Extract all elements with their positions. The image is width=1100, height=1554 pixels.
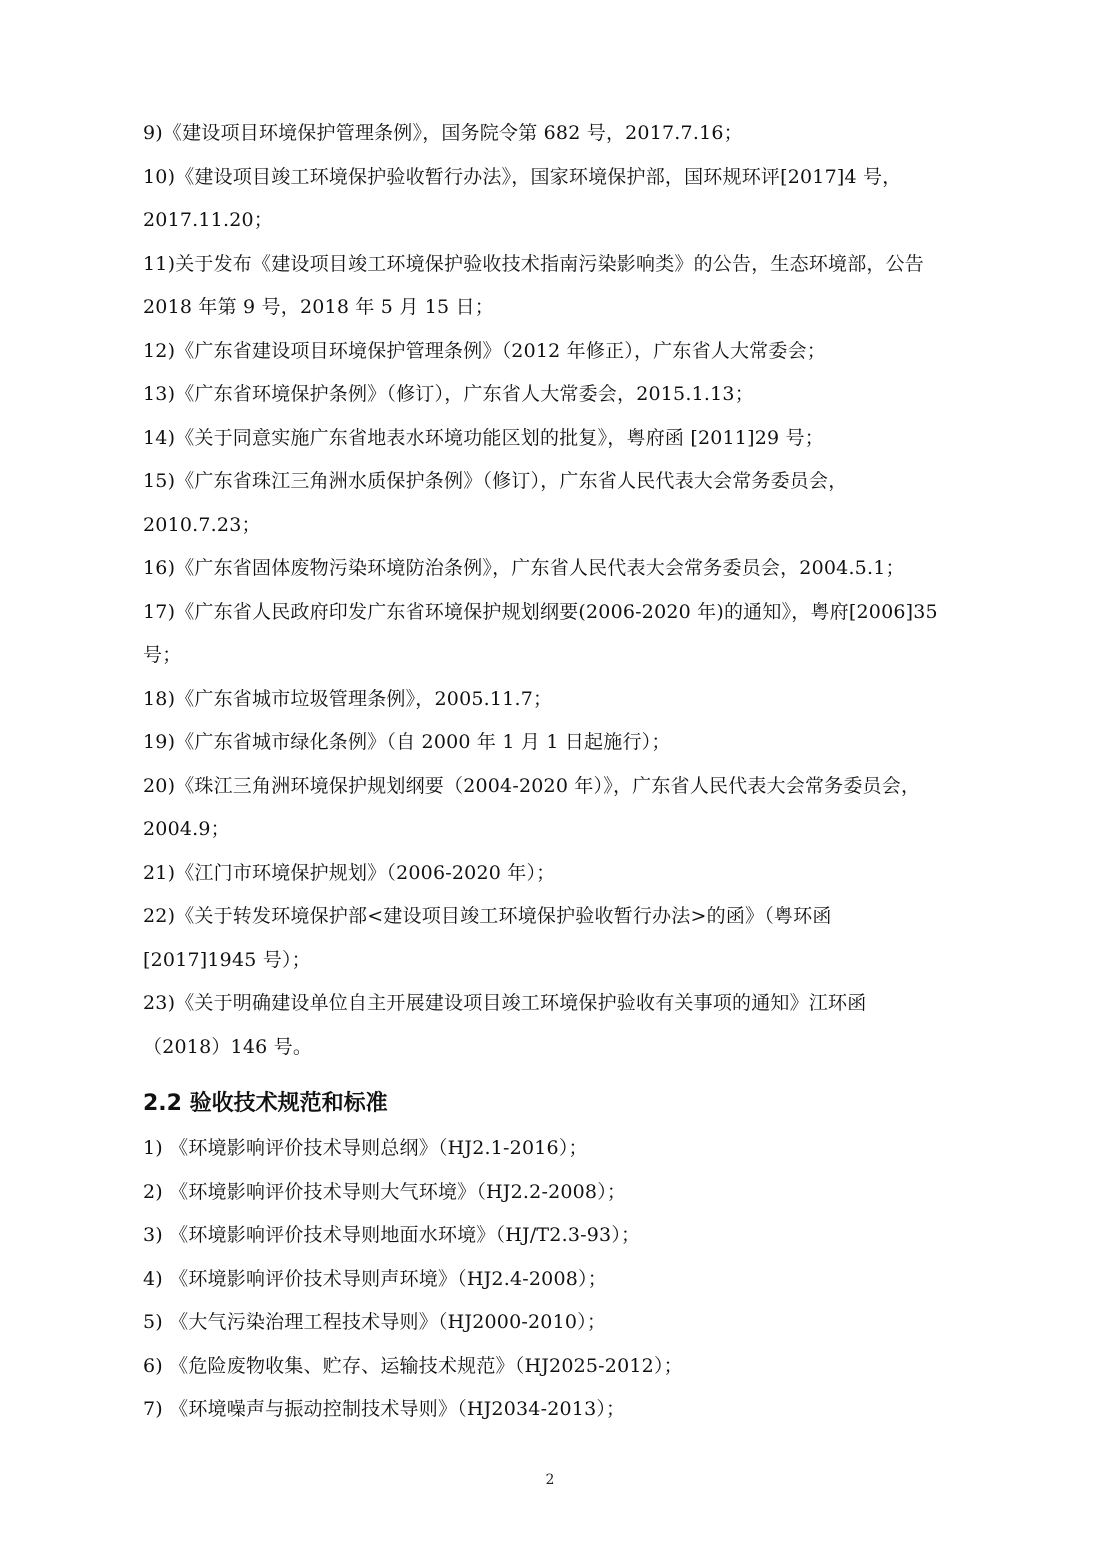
standard-item-4: 4) 《环境影响评价技术导则声环境》（HJ2.4-2008）；	[143, 1267, 607, 1290]
standard-item-7: 7) 《环境噪声与振动控制技术导则》（HJ2034-2013）；	[143, 1398, 626, 1420]
regulation-item-13: 13)《广东省环境保护条例》（修订），广东省人大常委会，2015.1.13；	[143, 383, 754, 405]
regulation-item-20: 20)《珠江三角洲环境保护规划纲要（2004-2020 年）》，广东省人民代表大会常务委员会，2004.9；	[143, 774, 921, 840]
document-page	[143, 112, 943, 1432]
standard-item-5: 5) 《大气污染治理工程技术导则》（HJ2000-2010）；	[143, 1311, 607, 1333]
section-heading: 2.2 验收技术规范和标准	[143, 1091, 388, 1116]
regulation-item-19: 19)《广东省城市绿化条例》（自 2000 年 1 月 1 日起施行）；	[143, 731, 671, 753]
regulation-item-23: 23)《关于明确建设单位自主开展建设项目竣工环境保护验收有关事项的通知》江环函（2018）146 号。	[143, 992, 867, 1058]
standard-item-6: 6) 《危险废物收集、贮存、运输技术规范》（HJ2025-2012）；	[143, 1354, 683, 1377]
regulation-item-9: 9)《建设项目环境保护管理条例》，国务院令第 682 号，2017.7.16；	[143, 122, 743, 144]
regulation-item-14: 14)《关于同意实施广东省地表水环境功能区划的批复》，粤府函 [2011]29 号；	[143, 426, 824, 449]
regulation-item-11: 11)关于发布《建设项目竣工环境保护验收技术指南污染影响类》的公告，生态环境部，公告 2018 年第 9 号，2018 年 5 月 15 日；	[143, 252, 924, 318]
standard-item-2: 2) 《环境影响评价技术导则大气环境》（HJ2.2-2008）；	[143, 1180, 627, 1203]
page-number: 2	[545, 1472, 555, 1488]
regulation-item-18: 18)《广东省城市垃圾管理条例》，2005.11.7；	[143, 687, 553, 710]
regulation-item-22: 22)《关于转发环境保护部<建设项目竣工环境保护验收暂行办法>的函》（粤环函[2017]1945 号）；	[143, 905, 832, 971]
standard-item-1: 1) 《环境影响评价技术导则总纲》（HJ2.1-2016）；	[143, 1137, 588, 1159]
regulation-item-16: 16)《广东省固体废物污染环境防治条例》，广东省人民代表大会常务委员会，2004.5.1；	[143, 557, 905, 579]
regulation-item-10: 10)《建设项目竣工环境保护验收暂行办法》，国家环境保护部，国环规环评[2017]4 号，2017.11.20；	[143, 165, 902, 231]
regulation-item-17: 17)《广东省人民政府印发广东省环境保护规划纲要(2006-2020 年)的通知》，粤府[2006]35 号；	[143, 600, 938, 666]
regulation-item-12: 12)《广东省建设项目环境保护管理条例》（2012 年修正），广东省人大常委会；	[143, 339, 826, 362]
regulation-item-15: 15)《广东省珠江三角洲水质保护条例》（修订），广东省人民代表大会常务委员会，2010.7.23；	[143, 470, 848, 536]
regulation-item-21: 21)《江门市环境保护规划》（2006-2020 年）；	[143, 861, 556, 884]
standard-item-3: 3) 《环境影响评价技术导则地面水环境》（HJ/T2.3-93）；	[143, 1224, 641, 1246]
